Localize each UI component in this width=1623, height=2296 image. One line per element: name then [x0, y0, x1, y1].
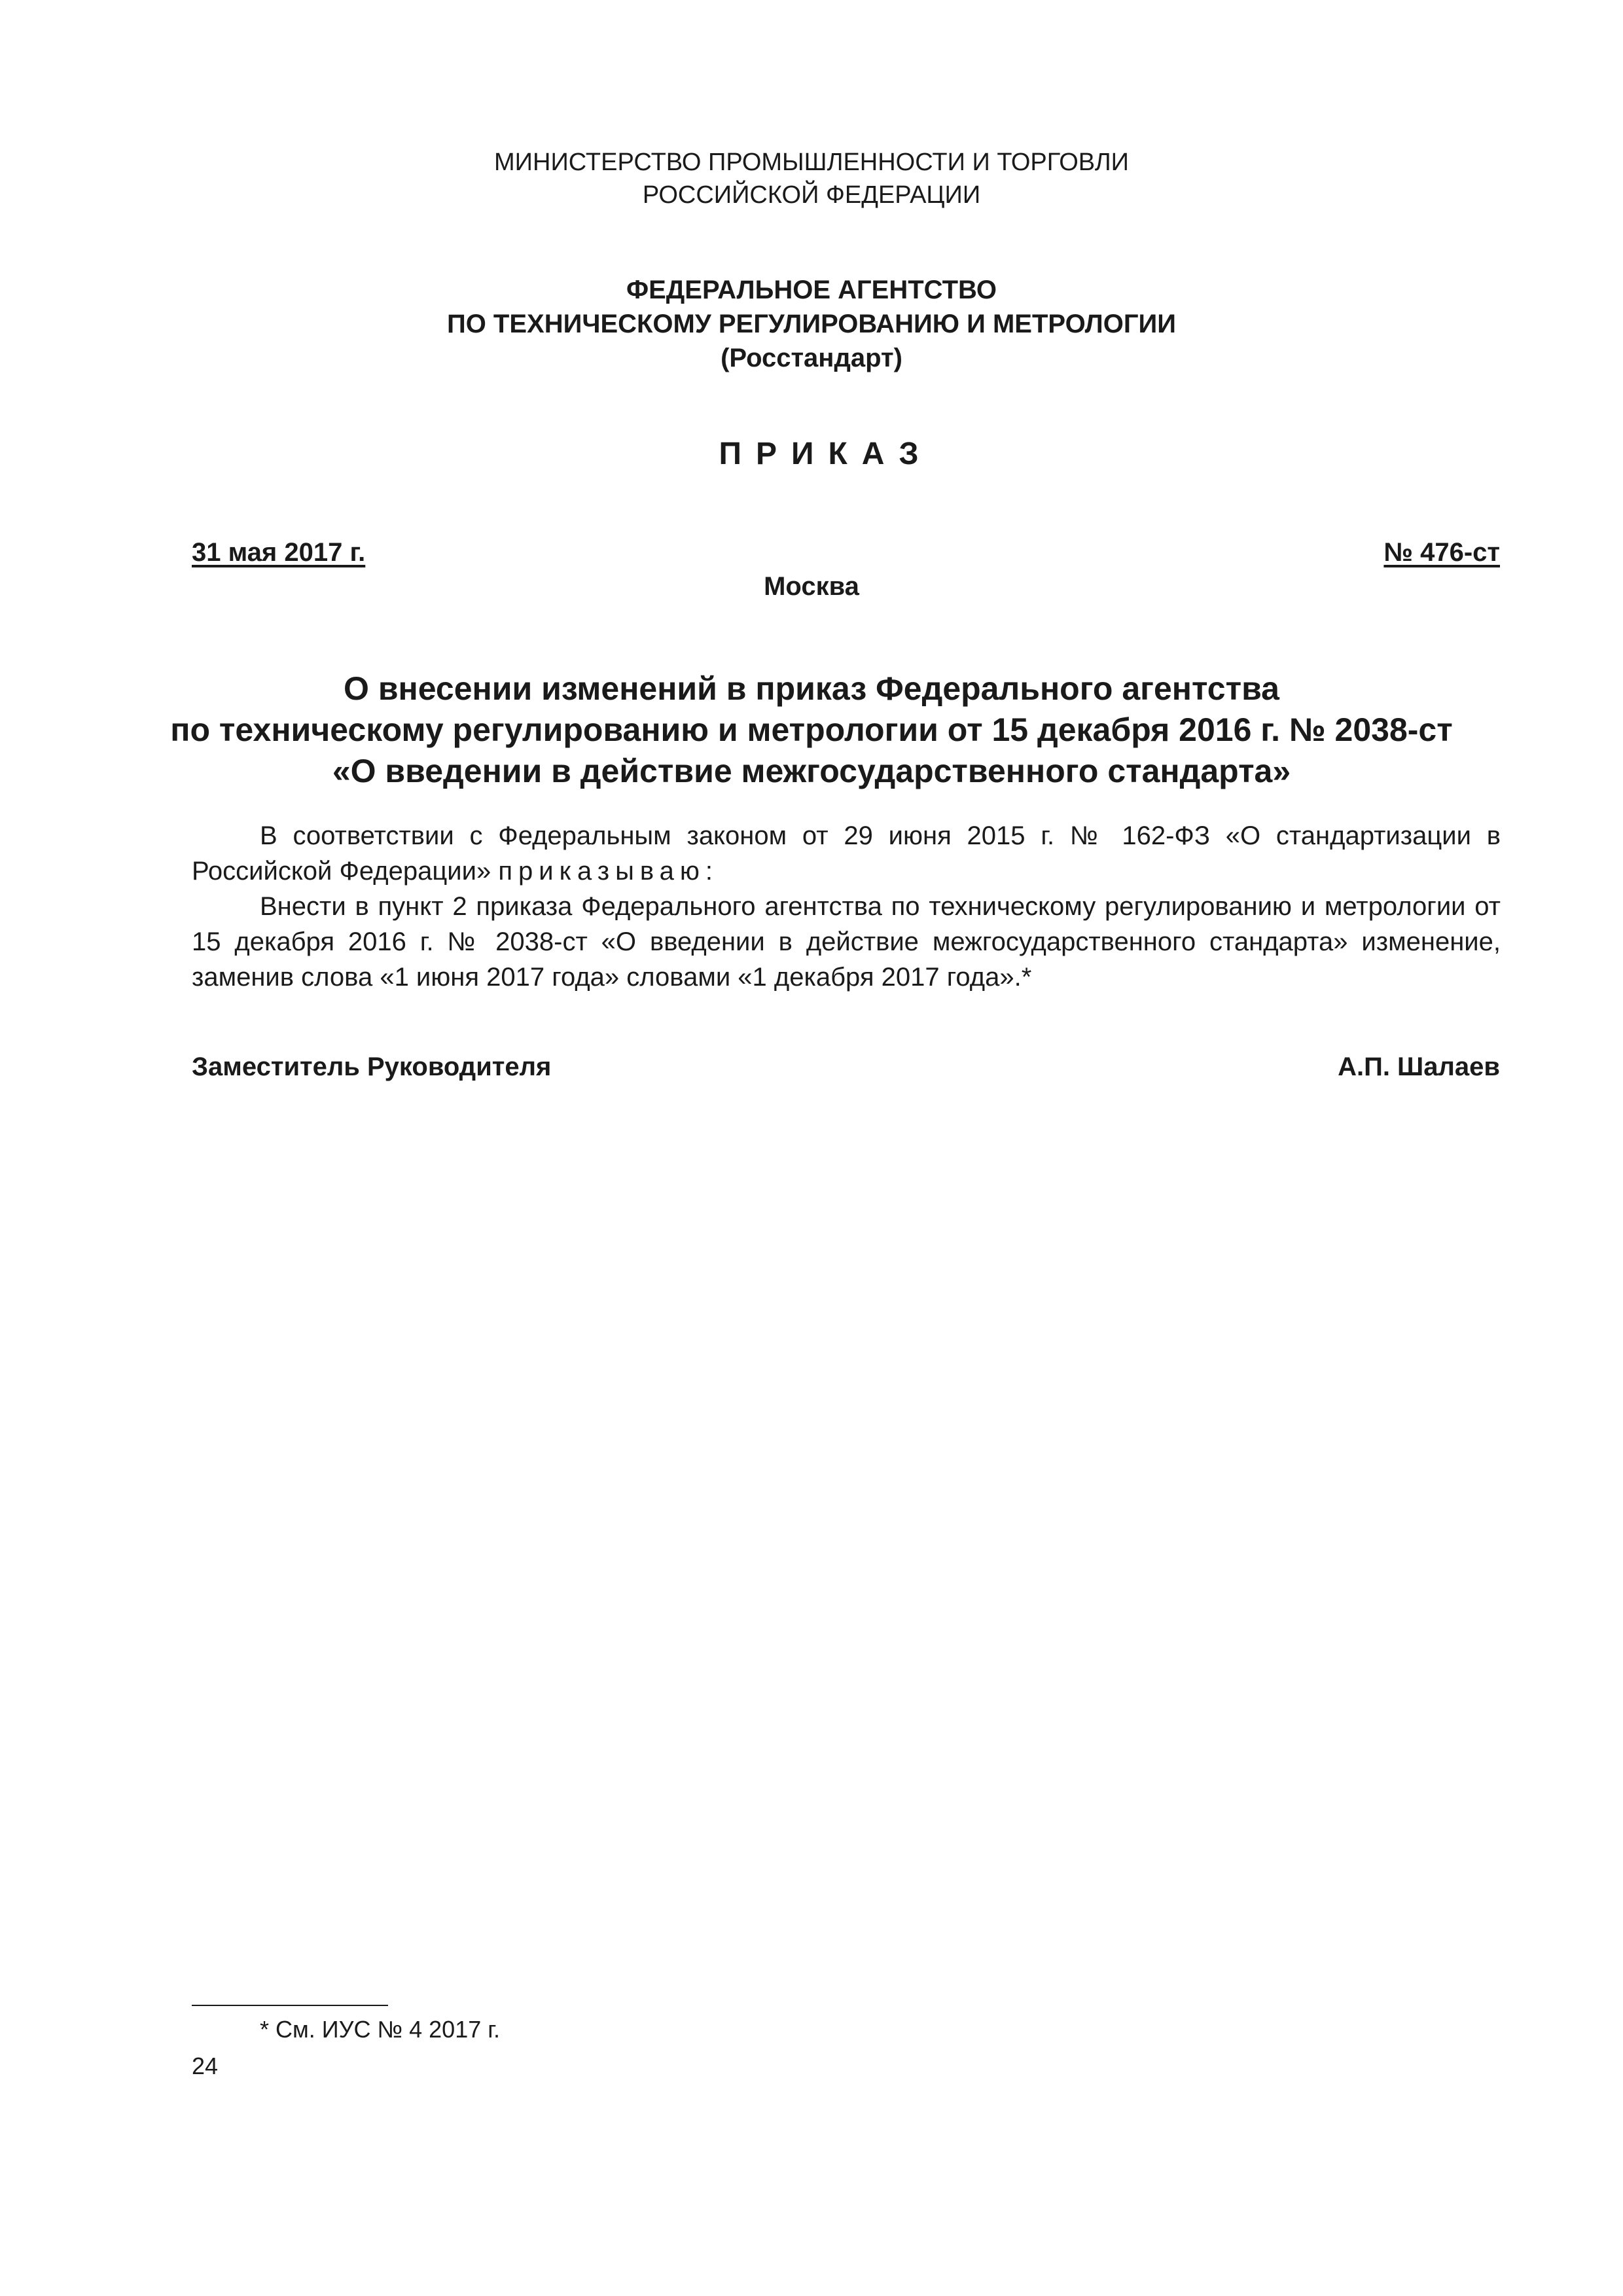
- agency-name-line-2: ПО ТЕХНИЧЕСКОМУ РЕГУЛИРОВАНИЮ И МЕТРОЛОГИИ: [446, 310, 1177, 338]
- footnote-divider: [192, 2005, 388, 2006]
- signatory-position: Заместитель Руководителя: [192, 1052, 552, 1081]
- preamble-decree-word: приказываю:: [498, 857, 719, 886]
- order-date: 31 мая 2017 г.: [192, 538, 366, 567]
- body-paragraph-amendment: Внести в пункт 2 приказа Федерального агентства по техническому регулированию и метрологии от 15 декабря 2016 г. № 2038-ст «О введении в действие межгосударственного стандарта» изменение, заменив слова «1 июня 2017 года» словами «1 декабря 2017 года».*: [192, 892, 1501, 992]
- ministry-name-line-1: МИНИСТЕРСТВО ПРОМЫШЛЕННОСТИ И ТОРГОВЛИ: [494, 149, 1129, 176]
- ministry-name-line-2: РОССИЙСКОЙ ФЕДЕРАЦИИ: [642, 181, 981, 209]
- preamble-text: В соответствии с Федеральным законом от 29 июня 2015 г. № 162-ФЗ «О стандартизации в Российской Федерации»: [192, 821, 1501, 886]
- agency-name-line-1: ФЕДЕРАЛЬНОЕ АГЕНТСТВО: [626, 276, 997, 304]
- order-heading: ПРИКАЗ: [719, 437, 933, 471]
- signatory-name: А.П. Шалаев: [1338, 1052, 1500, 1081]
- order-number: № 476-ст: [1383, 538, 1500, 567]
- body-paragraph-preamble: [192, 818, 1501, 889]
- order-title-line-1: О внесении изменений в приказ Федерального агентства: [344, 670, 1279, 707]
- order-body: [192, 818, 1501, 995]
- order-title-line-3: «О введении в действие межгосударственного стандарта»: [332, 753, 1291, 789]
- order-title-line-2: по техническому регулированию и метрологии от 15 декабря 2016 г. № 2038-ст: [170, 711, 1453, 748]
- page-number: 24: [192, 2053, 219, 2079]
- order-city: Москва: [764, 572, 859, 601]
- agency-short-name: (Росстандарт): [721, 344, 902, 372]
- footnote: * См. ИУС № 4 2017 г.: [260, 2016, 500, 2043]
